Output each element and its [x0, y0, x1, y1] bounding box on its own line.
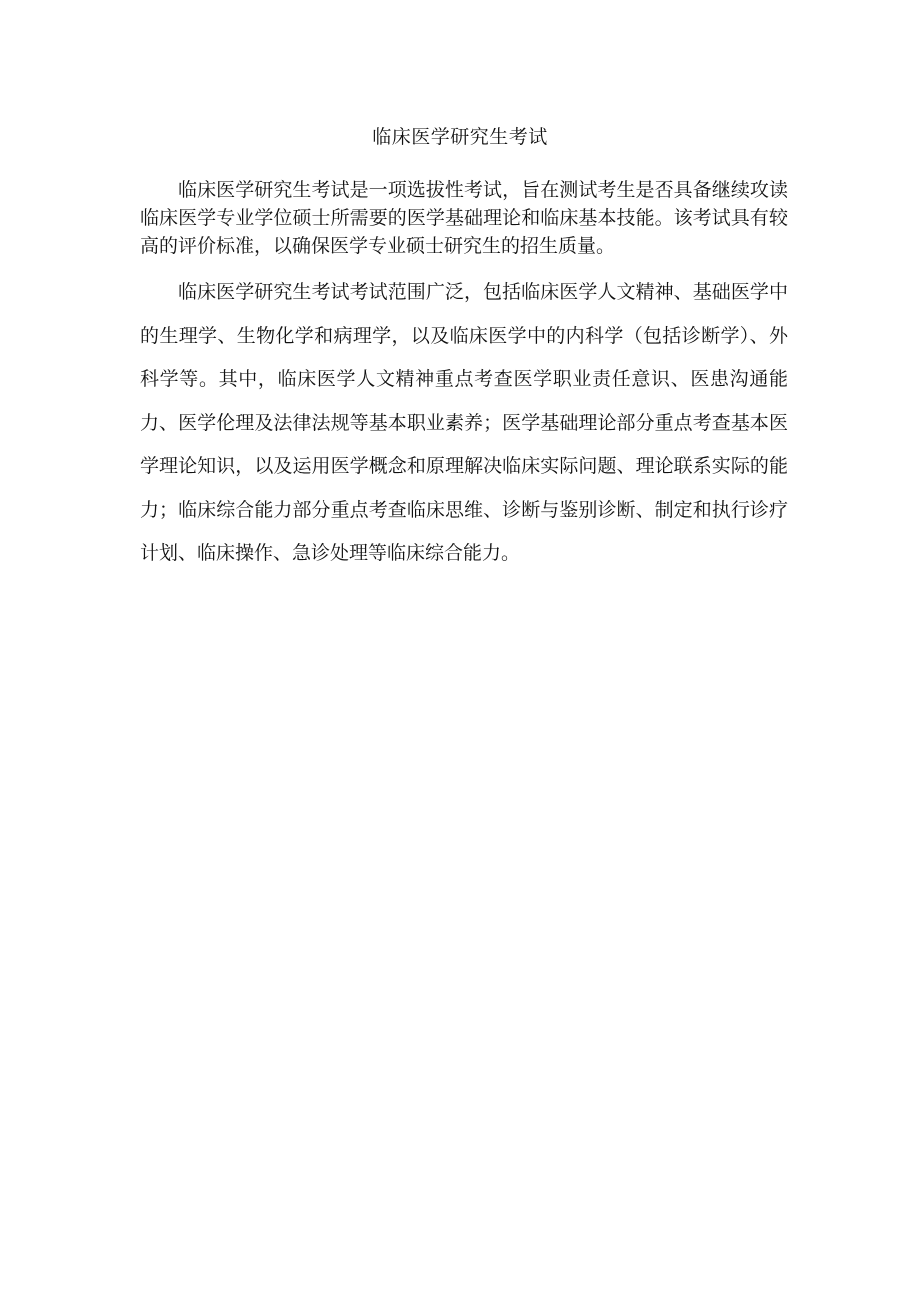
paragraph-intro: 临床医学研究生考试是一项选拔性考试，旨在测试考生是否具备继续攻读临床医学专业学位硕士所需要的医学基础理论和临床基本技能。该考试具有较高的评价标准，以确保医学专业硕士研究生的招生质量。	[140, 179, 788, 257]
document-title: 临床医学研究生考试	[372, 126, 548, 148]
paragraph-scope: 临床医学研究生考试考试范围广泛，包括临床医学人文精神、基础医学中的生理学、生物化学和病理学，以及临床医学中的内科学（包括诊断学）、外科学等。其中，临床医学人文精神重点考查医学职业责任意识、医患沟通能力、医学伦理及法律法规等基本职业素养；医学基础理论部分重点考查基本医学理论知识，以及运用医学概念和原理解决临床实际问题、理论联系实际的能力；临床综合能力部分重点考查临床思维、诊断与鉴别诊断、制定和执行诊疗计划、临床操作、急诊处理等临床综合能力。	[140, 281, 788, 564]
